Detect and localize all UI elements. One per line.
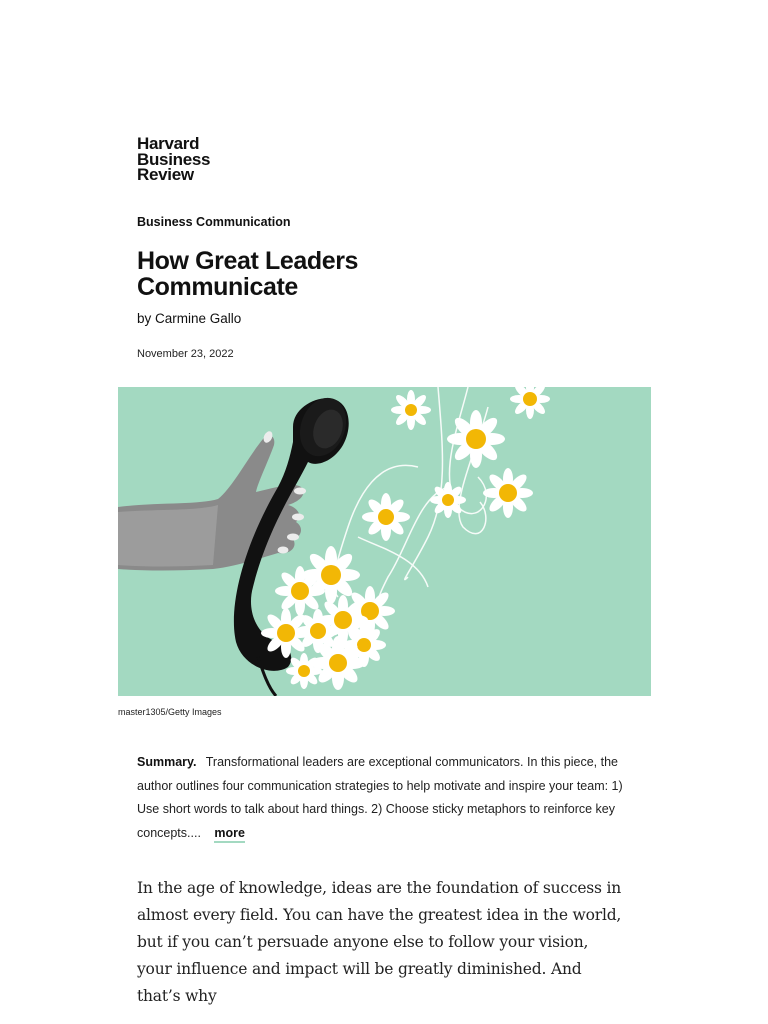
telephone-daisies-illustration [118,387,651,696]
more-link[interactable]: more [214,826,245,843]
image-credit: master1305/Getty Images [118,707,222,717]
article-body-paragraph: In the age of knowledge, ideas are the foundation of success in almost every field. You can have the greatest idea in the world, but if you can’t persuade anyone else to follow your vision, your influence and impact will be greatly diminished. And that’s why [137,879,622,1005]
logo-line-3: Review [137,165,194,184]
author-byline[interactable]: by Carmine Gallo [137,311,242,326]
hero-image [118,387,651,696]
topic-link[interactable]: Business Communication [137,215,291,229]
summary-block [137,751,637,845]
summary-label: Summary. [137,755,197,769]
hbr-logo[interactable] [137,136,210,183]
summary-text: Transformational leaders are exceptional communicators. In this piece, the author outlines four communication strategies to help motivate and inspire your team: 1) Use short words to talk about hard things. 2) Choose sticky metaphors to reinforce key concepts.... [137,755,623,840]
article-title: How Great Leaders Communicate [137,247,359,301]
logo-line-2: Business [137,149,211,169]
logo-line-1: Harvard [137,134,200,153]
publish-date: November 23, 2022 [137,348,234,360]
